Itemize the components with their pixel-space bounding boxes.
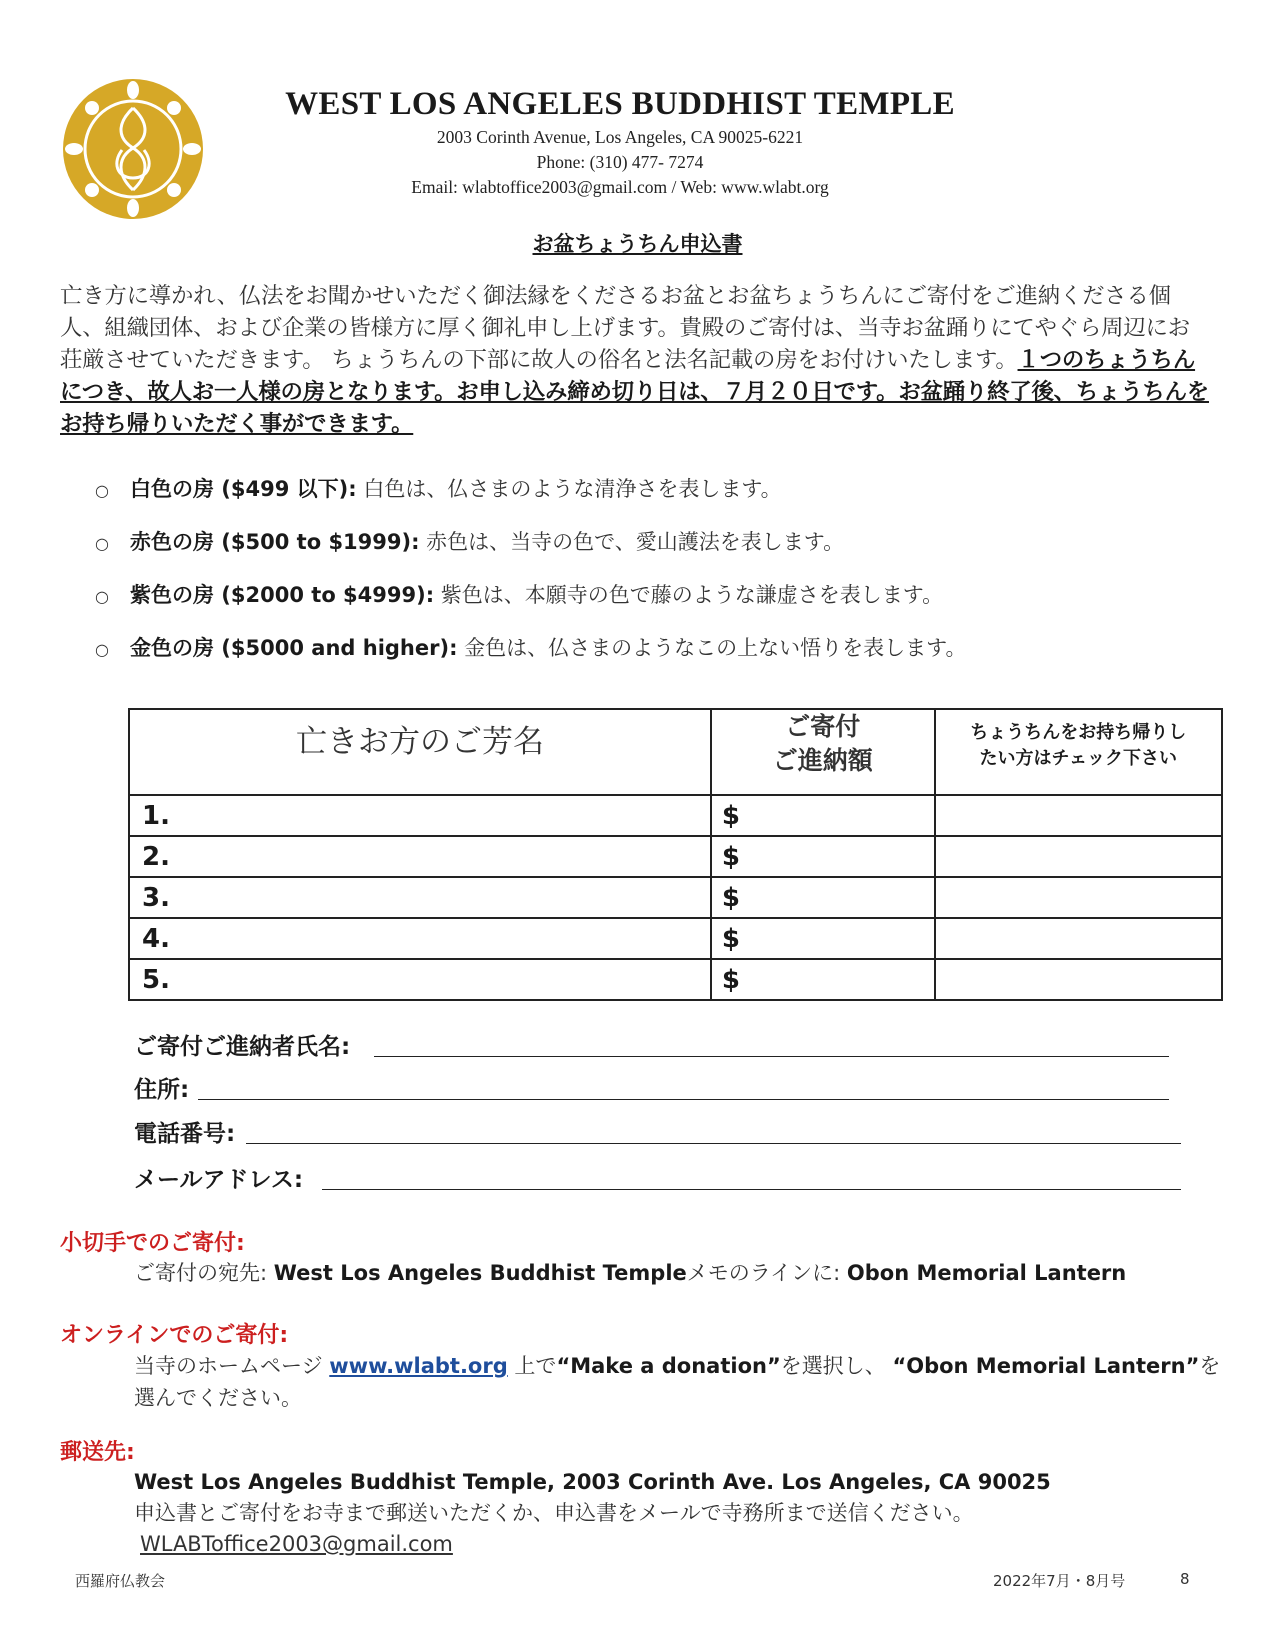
memo-label: メモのラインに: bbox=[686, 1261, 847, 1285]
lantern-names-table bbox=[128, 708, 1223, 1001]
mail-email-link[interactable] bbox=[140, 1528, 453, 1560]
donor-phone-label: 電話番号: bbox=[134, 1121, 236, 1147]
org-email-web: Email: wlabtoffice2003@gmail.com / Web: www.wlabt.org bbox=[411, 177, 829, 197]
amount-cell[interactable]: $ bbox=[711, 918, 935, 959]
take-home-check-cell[interactable] bbox=[935, 918, 1222, 959]
make-donation-quote: “Make a donation” bbox=[556, 1354, 781, 1378]
column-header-amount: ご寄付 ご進納額 bbox=[711, 709, 935, 795]
temple-crest-logo bbox=[62, 78, 204, 220]
donor-name-field[interactable] bbox=[374, 1056, 1169, 1057]
take-home-check-cell[interactable] bbox=[935, 877, 1222, 918]
tier-desc: 紫色は、本願寺の色で藤のような謙虚さを表します。 bbox=[434, 583, 944, 607]
mail-address: West Los Angeles Buddhist Temple, 2003 Corinth Ave. Los Angeles, CA 90025 bbox=[134, 1470, 1051, 1494]
deceased-name-cell[interactable]: 3. bbox=[129, 877, 711, 918]
check-donation-title: 小切手でのご寄付: bbox=[60, 1231, 245, 1256]
tier-item-gold bbox=[95, 632, 966, 662]
amount-cell[interactable]: $ bbox=[711, 795, 935, 836]
intro-paragraph bbox=[60, 280, 1210, 440]
online-donation-title: オンラインでのご寄付: bbox=[60, 1323, 289, 1348]
form-title: お盆ちょうちん申込書 bbox=[532, 232, 743, 256]
tier-desc: 白色は、仏さまのような清浄さを表します。 bbox=[356, 477, 782, 501]
table-row bbox=[129, 836, 1222, 877]
table-row bbox=[129, 959, 1222, 1000]
footer-issue: 2022年7月・8月号 bbox=[993, 1572, 1126, 1590]
donor-email-label: メールアドレス: bbox=[134, 1167, 304, 1193]
bullet-icon: ○ bbox=[95, 481, 109, 500]
tier-label: 紫色の房 ($2000 to $4999): bbox=[130, 583, 435, 607]
bullet-icon: ○ bbox=[95, 640, 109, 659]
check-donation-body bbox=[134, 1257, 1126, 1289]
online-text: 選んでください。 bbox=[134, 1386, 302, 1410]
payee-name: West Los Angeles Buddhist Temple bbox=[273, 1261, 687, 1285]
payee-label: ご寄付の宛先: bbox=[134, 1261, 274, 1285]
tier-label: 赤色の房 ($500 to $1999): bbox=[130, 530, 420, 554]
donor-name-label: ご寄付ご進納者氏名: bbox=[134, 1034, 351, 1060]
take-home-check-cell[interactable] bbox=[935, 959, 1222, 1000]
intro-highlight: １つのちょうちんにつき、故人お一人様の房となります。お申し込み締め切り日は、７月２０日です。お盆踊り終了後、ちょうちんをお持ち帰りいただく事ができます。 bbox=[60, 347, 1209, 437]
online-donation-body bbox=[134, 1350, 1224, 1414]
online-text: を bbox=[1199, 1354, 1221, 1378]
lantern-quote: “Obon Memorial Lantern” bbox=[892, 1354, 1200, 1378]
bullet-icon: ○ bbox=[95, 587, 109, 606]
table-header-row bbox=[129, 709, 1222, 795]
table-row bbox=[129, 795, 1222, 836]
tier-label: 白色の房 ($499 以下): bbox=[130, 477, 357, 501]
amount-cell[interactable]: $ bbox=[711, 836, 935, 877]
deceased-name-cell[interactable]: 1. bbox=[129, 795, 711, 836]
amount-cell[interactable]: $ bbox=[711, 959, 935, 1000]
online-text: 当寺のホームページ bbox=[134, 1354, 330, 1378]
page-number: 8 bbox=[1180, 1570, 1190, 1588]
footer-left: 西羅府仏教会 bbox=[75, 1572, 166, 1590]
website-link[interactable]: www.wlabt.org bbox=[329, 1354, 508, 1378]
tier-desc: 金色は、仏さまのようなこの上ない悟りを表します。 bbox=[457, 636, 967, 660]
mail-title: 郵送先: bbox=[60, 1440, 135, 1465]
amount-cell[interactable]: $ bbox=[711, 877, 935, 918]
take-home-check-cell[interactable] bbox=[935, 836, 1222, 877]
online-text: を選択し、 bbox=[780, 1354, 893, 1378]
column-header-take-home: ちょうちんをお持ち帰りし たい方はチェック下さい bbox=[935, 709, 1222, 795]
mail-instructions: 申込書とご寄付をお寺まで郵送いただくか、申込書をメールで寺務所まで送信ください。 bbox=[134, 1501, 974, 1525]
org-address: 2003 Corinth Avenue, Los Angeles, CA 90025-6221 bbox=[436, 127, 804, 147]
take-home-check-cell[interactable] bbox=[935, 795, 1222, 836]
tier-desc: 赤色は、当寺の色で、愛山護法を表します。 bbox=[419, 530, 845, 554]
mail-email[interactable]: WLABToffice2003@gmail.com bbox=[140, 1532, 453, 1556]
online-text: 上で bbox=[507, 1354, 557, 1378]
table-row bbox=[129, 877, 1222, 918]
column-header-deceased-name: 亡きお方のご芳名 bbox=[129, 709, 711, 795]
tier-item-red bbox=[95, 526, 844, 556]
tier-item-white bbox=[95, 473, 782, 503]
tier-label: 金色の房 ($5000 and higher): bbox=[130, 636, 458, 660]
memo-text: Obon Memorial Lantern bbox=[846, 1261, 1127, 1285]
donor-address-field[interactable] bbox=[198, 1099, 1169, 1100]
donor-phone-field[interactable] bbox=[246, 1143, 1181, 1144]
donor-address-label: 住所: bbox=[134, 1077, 190, 1103]
intro-text: 亡き方に導かれ、仏法をお聞かせいただく御法縁をくださるお盆とお盆ちょうちんにご寄付をご進納くださる個人、組織団体、および企業の皆様方に厚く御礼申し上げます。貴殿のご寄付は、当寺お盆踊りにてやぐら周辺にお荘厳させていただきます。 ちょうちんの下部に故人の俗名と法名記載の房をお付けいたします。 bbox=[60, 283, 1190, 373]
deceased-name-cell[interactable]: 4. bbox=[129, 918, 711, 959]
deceased-name-cell[interactable]: 2. bbox=[129, 836, 711, 877]
donor-email-field[interactable] bbox=[322, 1189, 1181, 1190]
bullet-icon: ○ bbox=[95, 534, 109, 553]
org-name: WEST LOS ANGELES BUDDHIST TEMPLE bbox=[285, 86, 955, 122]
deceased-name-cell[interactable]: 5. bbox=[129, 959, 711, 1000]
table-row bbox=[129, 918, 1222, 959]
org-phone: Phone: (310) 477- 7274 bbox=[536, 152, 704, 172]
tier-item-purple bbox=[95, 579, 943, 609]
